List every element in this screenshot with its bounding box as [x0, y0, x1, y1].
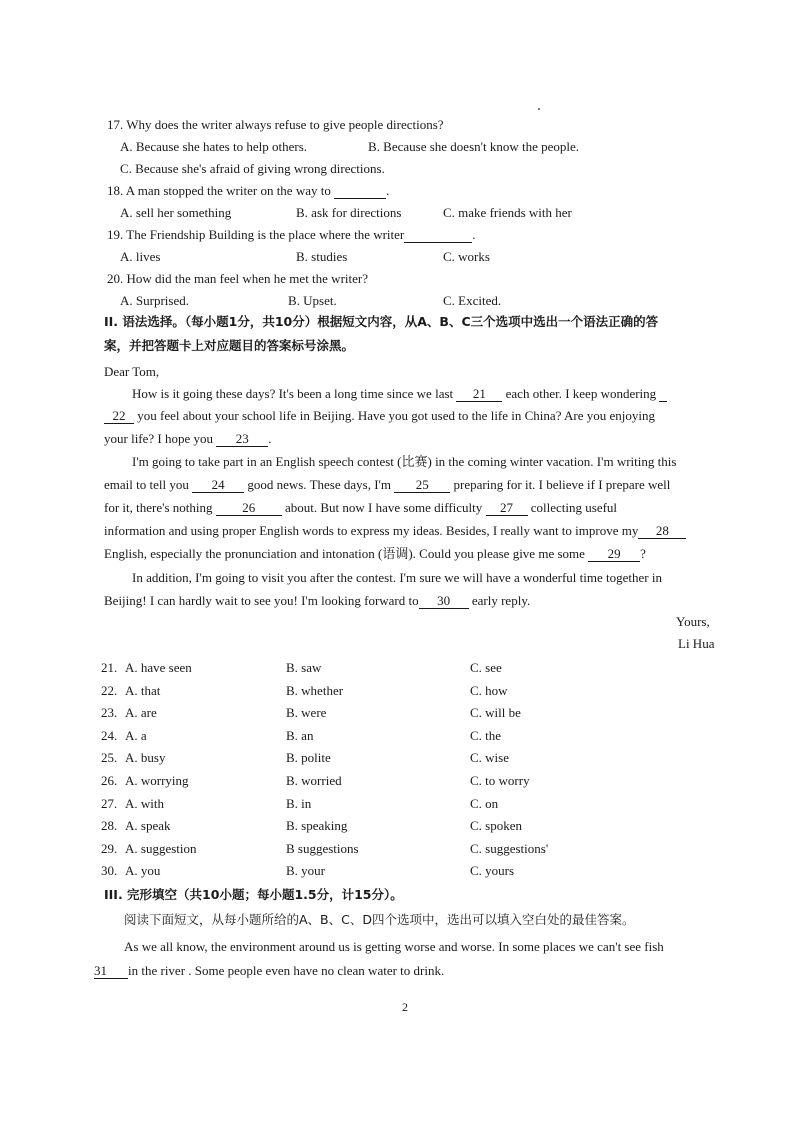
letter-text: Beijing! I can hardly wait to see you! I'm looking forward to — [104, 593, 419, 608]
grammar-option-b: B. speaking — [286, 818, 348, 833]
grammar-option-c: C. on — [470, 796, 499, 811]
letter-p2-line3 — [104, 500, 617, 516]
question-19-blank — [404, 228, 472, 243]
question-18-option-b: B. ask for directions — [296, 205, 402, 220]
letter-p1-line3 — [104, 431, 272, 447]
cloze-text: in the river . Some people even have no clean water to drink. — [128, 963, 445, 978]
grammar-option-a: A. are — [125, 705, 157, 720]
grammar-option-number: 23. — [101, 705, 118, 720]
grammar-option-number: 24. — [101, 728, 118, 743]
grammar-option-b: B. your — [286, 863, 325, 878]
question-18-option-c: C. make friends with her — [443, 205, 572, 220]
grammar-option-number: 26. — [101, 773, 118, 788]
letter-closing: Yours, — [676, 614, 710, 629]
blank-21: 21 — [456, 387, 502, 402]
letter-text: information and using proper English words to express my ideas. Besides, I really want to improve my — [104, 523, 639, 538]
scan-speck — [538, 108, 540, 110]
question-17-option-a: A. Because she hates to help others. — [120, 139, 308, 154]
grammar-option-c: C. suggestions' — [470, 841, 549, 856]
grammar-option-b: B. polite — [286, 750, 331, 765]
letter-text: English, especially the pronunciation and intonation (语调). Could you please give me some — [104, 546, 585, 561]
letter-text: your life? I hope you — [104, 431, 214, 446]
section-2-heading: II. 语法选择。（每小题1分，共10分）根据短文内容，从A、B、C三个选项中选出一个语法正确的答 — [104, 314, 659, 329]
letter-p2-line1 — [132, 454, 676, 470]
letter-p1-line2 — [104, 408, 655, 424]
letter-text: In addition, I'm going to visit you after the contest. I'm sure we will have a wonderful time together in — [132, 570, 662, 585]
letter-text: How is it going these days? It's been a long time since we last — [132, 386, 454, 401]
grammar-option-b: B suggestions — [286, 841, 359, 856]
cloze-p1-line1: As we all know, the environment around us is getting worse and worse. In some places we can't see fish — [124, 939, 664, 954]
question-19-stem-text: 19. The Friendship Building is the place where the writer — [107, 227, 405, 242]
grammar-option-b: B. were — [286, 705, 327, 720]
blank-31: 31 — [94, 964, 128, 979]
grammar-option-number: 29. — [101, 841, 118, 856]
question-18-stem-end: . — [386, 183, 390, 198]
blank-26: 26 — [216, 501, 282, 516]
letter-p2-line4 — [104, 523, 686, 539]
grammar-option-b: B. saw — [286, 660, 322, 675]
question-20-option-c: C. Excited. — [443, 293, 502, 308]
grammar-option-number: 25. — [101, 750, 118, 765]
question-19-stem-end: . — [472, 227, 476, 242]
blank-30: 30 — [419, 594, 469, 609]
blank-27: 27 — [486, 501, 528, 516]
question-17-option-b: B. Because she doesn't know the people. — [368, 139, 580, 154]
letter-text: you feel about your school life in Beijing. Have you got used to the life in China? Are you enjoying — [137, 408, 655, 423]
grammar-option-number: 30. — [101, 863, 118, 878]
letter-text: ? — [640, 546, 646, 561]
grammar-option-b: B. worried — [286, 773, 342, 788]
grammar-option-c: C. wise — [470, 750, 509, 765]
question-20-option-b: B. Upset. — [288, 293, 337, 308]
blank-22-lead — [659, 387, 667, 402]
letter-p2-line2 — [104, 477, 670, 493]
letter-text: I'm going to take part in an English speech contest (比赛) in the coming winter vacation. I'm writing this — [132, 454, 677, 469]
letter-text: good news. These days, I'm — [247, 477, 391, 492]
letter-p2-line5 — [104, 546, 646, 562]
letter-text: about. But now I have some difficulty — [285, 500, 483, 515]
question-19-option-a: A. lives — [120, 249, 161, 264]
blank-25: 25 — [394, 478, 450, 493]
grammar-option-c: C. spoken — [470, 818, 522, 833]
grammar-option-b: B. whether — [286, 683, 344, 698]
question-18-option-a: A. sell her something — [120, 205, 232, 220]
grammar-option-b: B. an — [286, 728, 314, 743]
grammar-option-a: A. that — [125, 683, 161, 698]
grammar-option-number: 21. — [101, 660, 118, 675]
letter-p3-line1 — [132, 570, 662, 586]
question-18-blank — [334, 184, 386, 199]
grammar-option-number: 22. — [101, 683, 118, 698]
section-3-heading: III. 完形填空（共10小题；每小题1.5分，计15分）。 — [104, 887, 403, 902]
grammar-option-c: C. see — [470, 660, 502, 675]
question-19-stem — [107, 227, 476, 243]
question-18-stem-text: 18. A man stopped the writer on the way to — [107, 183, 331, 198]
grammar-option-a: A. speak — [125, 818, 171, 833]
cloze-p1-line2 — [94, 963, 444, 979]
question-19-option-b: B. studies — [296, 249, 348, 264]
grammar-option-a: A. you — [125, 863, 161, 878]
question-20-option-a: A. Surprised. — [120, 293, 189, 308]
grammar-option-c: C. will be — [470, 705, 521, 720]
grammar-option-c: C. to worry — [470, 773, 530, 788]
grammar-option-c: C. how — [470, 683, 508, 698]
blank-22: 22 — [104, 409, 134, 424]
grammar-option-a: A. suggestion — [125, 841, 197, 856]
letter-text: for it, there's nothing — [104, 500, 213, 515]
grammar-option-a: A. with — [125, 796, 164, 811]
grammar-option-c: C. yours — [470, 863, 515, 878]
letter-text: each other. I keep wondering — [505, 386, 657, 401]
letter-signature: Li Hua — [678, 636, 715, 651]
question-20-stem: 20. How did the man feel when he met the writer? — [107, 271, 368, 286]
blank-24: 24 — [192, 478, 244, 493]
section-2-heading-cont: 案，并把答题卡上对应题目的答案标号涂黑。 — [104, 338, 355, 353]
blank-29: 29 — [588, 547, 640, 562]
grammar-option-number: 28. — [101, 818, 118, 833]
question-18-stem — [107, 183, 389, 199]
letter-text: preparing for it. I believe if I prepare well — [453, 477, 671, 492]
letter-text: email to tell you — [104, 477, 189, 492]
letter-p1-line1 — [132, 386, 667, 402]
grammar-option-c: C. the — [470, 728, 502, 743]
grammar-option-a: A. busy — [125, 750, 166, 765]
grammar-option-b: B. in — [286, 796, 312, 811]
grammar-option-a: A. worrying — [125, 773, 189, 788]
grammar-option-a: A. have seen — [125, 660, 192, 675]
grammar-option-number: 27. — [101, 796, 118, 811]
letter-p3-line2 — [104, 593, 530, 609]
section-3-instruction: 阅读下面短文，从每小题所给的A、B、C、D四个选项中，选出可以填入空白处的最佳答案。 — [124, 912, 635, 927]
question-19-option-c: C. works — [443, 249, 490, 264]
letter-text: early reply. — [471, 593, 531, 608]
question-17-option-c: C. Because she's afraid of giving wrong directions. — [120, 161, 385, 176]
letter-greeting: Dear Tom, — [104, 364, 160, 379]
blank-28: 28 — [638, 524, 686, 539]
letter-text: collecting useful — [530, 500, 618, 515]
letter-text: . — [268, 431, 272, 446]
grammar-option-a: A. a — [125, 728, 147, 743]
blank-23: 23 — [216, 432, 268, 447]
page-number: 2 — [402, 1000, 408, 1014]
question-17-stem: 17. Why does the writer always refuse to give people directions? — [107, 117, 444, 132]
